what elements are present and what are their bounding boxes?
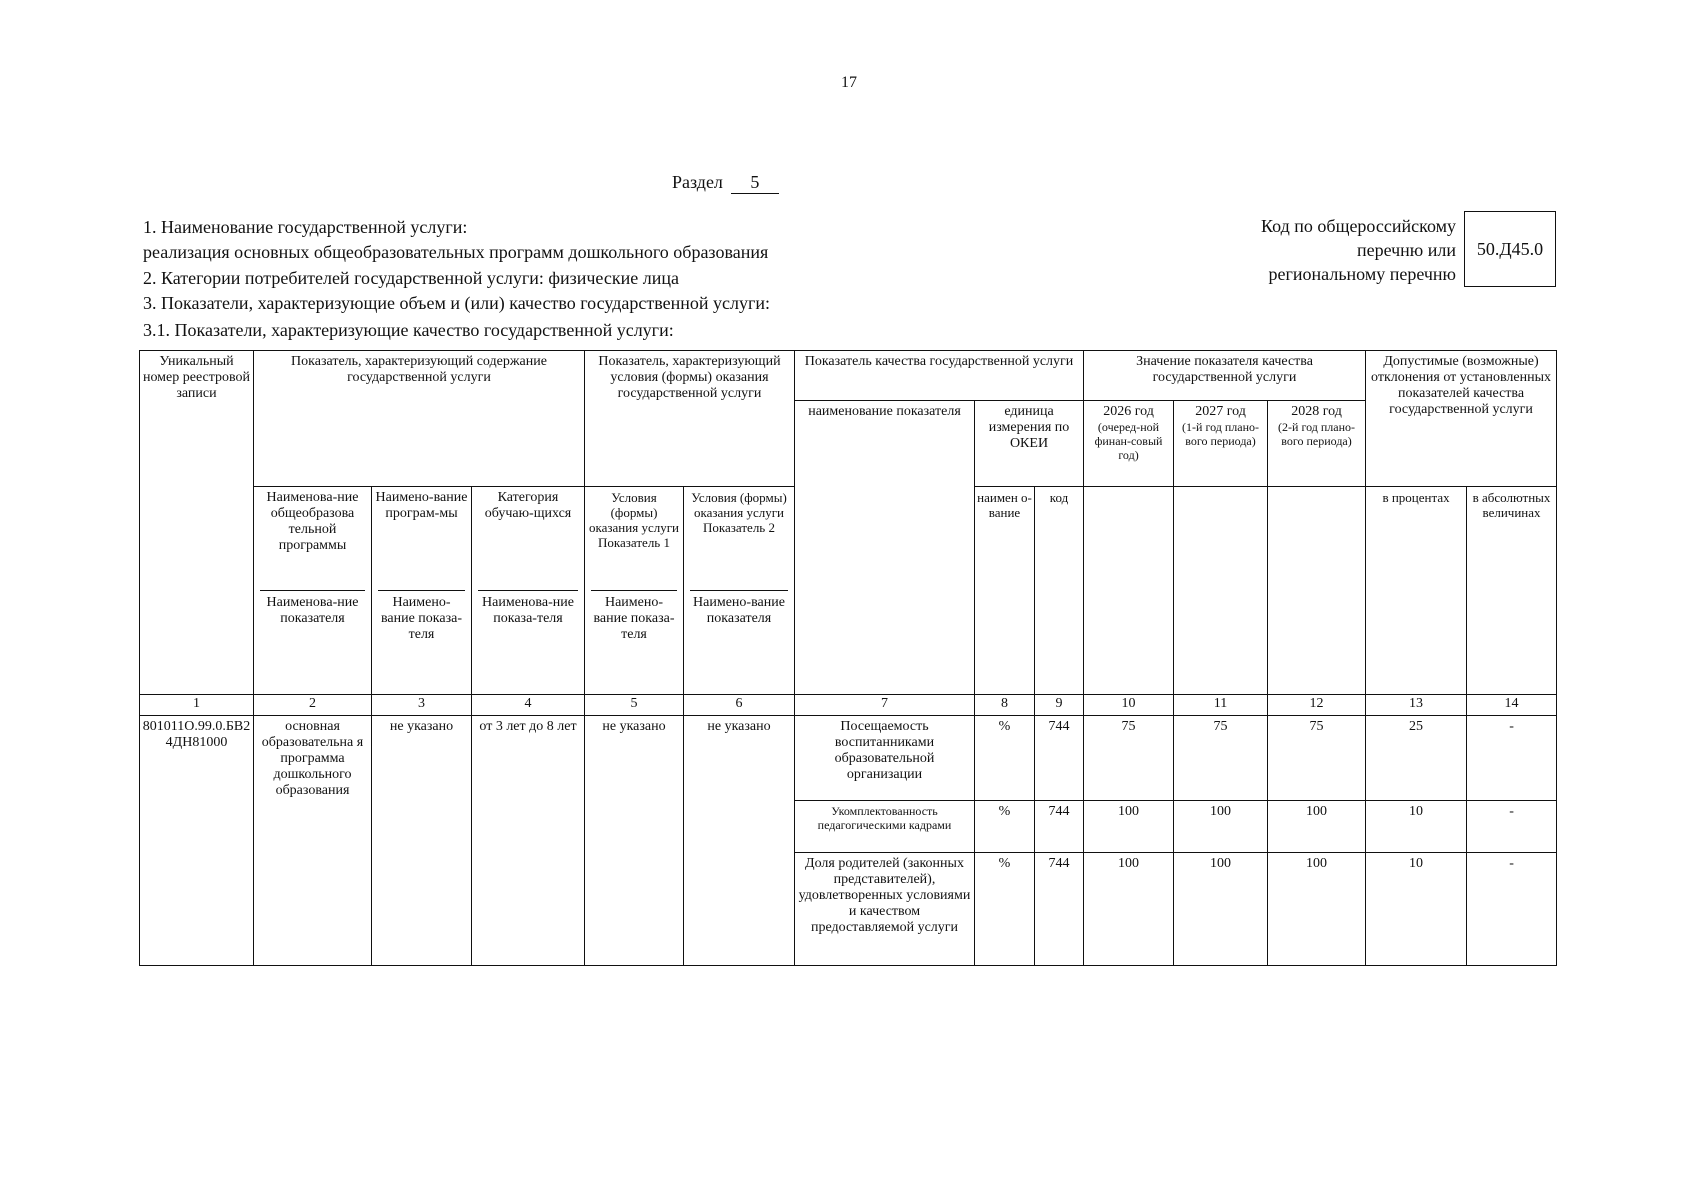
service-name-label: 1. Наименование государственной услуги:	[143, 217, 468, 237]
column-number: 9	[1035, 695, 1084, 716]
code-box	[1464, 211, 1556, 287]
condition-1-sub: Наимено-вание показа-теля	[591, 590, 677, 643]
absolute-cell: -	[1467, 716, 1557, 801]
year-2027-sub: (1-й год плано-вого периода)	[1182, 420, 1259, 448]
indicator-cell: Укомплектованность педагогическими кадрами	[795, 801, 975, 853]
condition-2-cell: не указано	[684, 716, 795, 966]
header-unit-name: наимен о-вание	[975, 487, 1035, 695]
header-conditions-indicator: Показатель, характеризующий условия (формы) оказания государственной услуги	[585, 351, 795, 487]
year-2026-label: 2026 год	[1103, 404, 1154, 419]
column-number: 14	[1467, 695, 1557, 716]
category-title: Категория обучаю-щихся	[484, 490, 572, 521]
percent-cell: 10	[1366, 853, 1467, 966]
indicators-heading: 3. Показатели, характеризующие объем и (или) качество государственной услуги:	[143, 293, 770, 313]
category-cell: от 3 лет до 8 лет	[472, 716, 585, 966]
table-row	[140, 716, 1557, 801]
column-number: 6	[684, 695, 795, 716]
indicator-cell: Доля родителей (законных представителей), удовлетворенных условиями и качеством предоставляемой услуги	[795, 853, 975, 966]
year-2026-sub: (очеред-ной финан-совый год)	[1094, 420, 1163, 462]
program-sub: Наимено-вание показа-теля	[378, 590, 465, 643]
header-year-2027	[1174, 401, 1268, 487]
category-sub: Наименова-ние показа-теля	[478, 590, 578, 627]
code-value: 50.Д45.0	[1476, 238, 1544, 259]
quality-table	[139, 350, 1557, 966]
value-2026-cell: 75	[1084, 716, 1174, 801]
condition-1-title: Условия (формы) оказания услуги Показатель 1	[589, 490, 679, 550]
program-name-cell: не указано	[372, 716, 472, 966]
value-2028-cell: 75	[1268, 716, 1366, 801]
indicator-cell: Посещаемость воспитанниками образовательной организации	[795, 716, 975, 801]
percent-cell: 10	[1366, 801, 1467, 853]
column-number-row	[140, 695, 1557, 716]
header-empty-10	[1084, 487, 1174, 695]
header-unit: единица измерения по ОКЕИ	[975, 401, 1084, 487]
value-2026-cell: 100	[1084, 801, 1174, 853]
header-percent: в процентах	[1366, 487, 1467, 695]
unit-code-cell: 744	[1035, 853, 1084, 966]
program-title: Наимено-вание програм-мы	[375, 490, 468, 521]
code-label-line-2: перечню или	[1356, 240, 1456, 260]
code-label	[1261, 214, 1456, 286]
value-2027-cell: 100	[1174, 853, 1268, 966]
header-condition-2	[684, 487, 795, 695]
header-absolute: в абсолютных величинах	[1467, 487, 1557, 695]
header-quality-indicator: Показатель качества государственной услуги	[795, 351, 1084, 401]
page-number: 17	[841, 74, 857, 91]
value-2026-cell: 100	[1084, 853, 1174, 966]
year-2028-label: 2028 год	[1291, 404, 1342, 419]
value-2027-cell: 100	[1174, 801, 1268, 853]
section-label: Раздел	[672, 172, 723, 192]
value-2028-cell: 100	[1268, 853, 1366, 966]
unit-name-cell: %	[975, 853, 1035, 966]
unit-code-cell: 744	[1035, 801, 1084, 853]
section-heading	[672, 172, 779, 194]
condition-2-title: Условия (формы) оказания услуги Показатель 2	[691, 490, 787, 535]
year-2027-label: 2027 год	[1195, 404, 1246, 419]
column-number: 13	[1366, 695, 1467, 716]
header-program-name	[254, 487, 372, 695]
column-number: 8	[975, 695, 1035, 716]
service-name: реализация основных общеобразовательных программ дошкольного образования	[143, 242, 769, 262]
header-category	[472, 487, 585, 695]
unit-name-cell: %	[975, 716, 1035, 801]
percent-cell: 25	[1366, 716, 1467, 801]
header-empty-11	[1174, 487, 1268, 695]
condition-1-cell: не указано	[585, 716, 684, 966]
year-2028-sub: (2-й год плано-вого периода)	[1278, 420, 1355, 448]
header-unique-number: Уникальный номер реестровой записи	[140, 351, 254, 695]
program-cell: основная образовательна я программа дошкольного образования	[254, 716, 372, 966]
value-2028-cell: 100	[1268, 801, 1366, 853]
column-number: 4	[472, 695, 585, 716]
header-empty-12	[1268, 487, 1366, 695]
column-number: 12	[1268, 695, 1366, 716]
column-number: 3	[372, 695, 472, 716]
column-number: 2	[254, 695, 372, 716]
quality-indicators-heading: 3.1. Показатели, характеризующие качество государственной услуги:	[143, 320, 674, 340]
header-condition-1	[585, 487, 684, 695]
consumer-categories: 2. Категории потребителей государственной услуги: физические лица	[143, 268, 679, 288]
program-name-sub: Наименова-ние показателя	[260, 590, 365, 627]
header-program	[372, 487, 472, 695]
header-quality-value: Значение показателя качества государственной услуги	[1084, 351, 1366, 401]
column-number: 7	[795, 695, 975, 716]
column-number: 5	[585, 695, 684, 716]
column-number: 1	[140, 695, 254, 716]
condition-2-sub: Наимено-вание показателя	[690, 590, 788, 627]
column-number: 10	[1084, 695, 1174, 716]
program-name-title: Наименова-ние общеобразова тельной программы	[266, 490, 359, 553]
code-label-line-3: региональному перечню	[1268, 264, 1456, 284]
header-year-2026	[1084, 401, 1174, 487]
section-number: 5	[731, 172, 779, 194]
header-deviations: Допустимые (возможные) отклонения от установленных показателей качества государственной услуги	[1366, 351, 1557, 487]
unique-number-cell: 801011О.99.0.БВ24ДН81000	[140, 716, 254, 966]
column-number: 11	[1174, 695, 1268, 716]
absolute-cell: -	[1467, 853, 1557, 966]
unit-name-cell: %	[975, 801, 1035, 853]
header-content-indicator: Показатель, характеризующий содержание государственной услуги	[254, 351, 585, 487]
code-label-line-1: Код по общероссийскому	[1261, 216, 1456, 236]
value-2027-cell: 75	[1174, 716, 1268, 801]
header-year-2028	[1268, 401, 1366, 487]
absolute-cell: -	[1467, 801, 1557, 853]
header-indicator-name: наименование показателя	[795, 401, 975, 695]
unit-code-cell: 744	[1035, 716, 1084, 801]
header-unit-code: код	[1035, 487, 1084, 695]
